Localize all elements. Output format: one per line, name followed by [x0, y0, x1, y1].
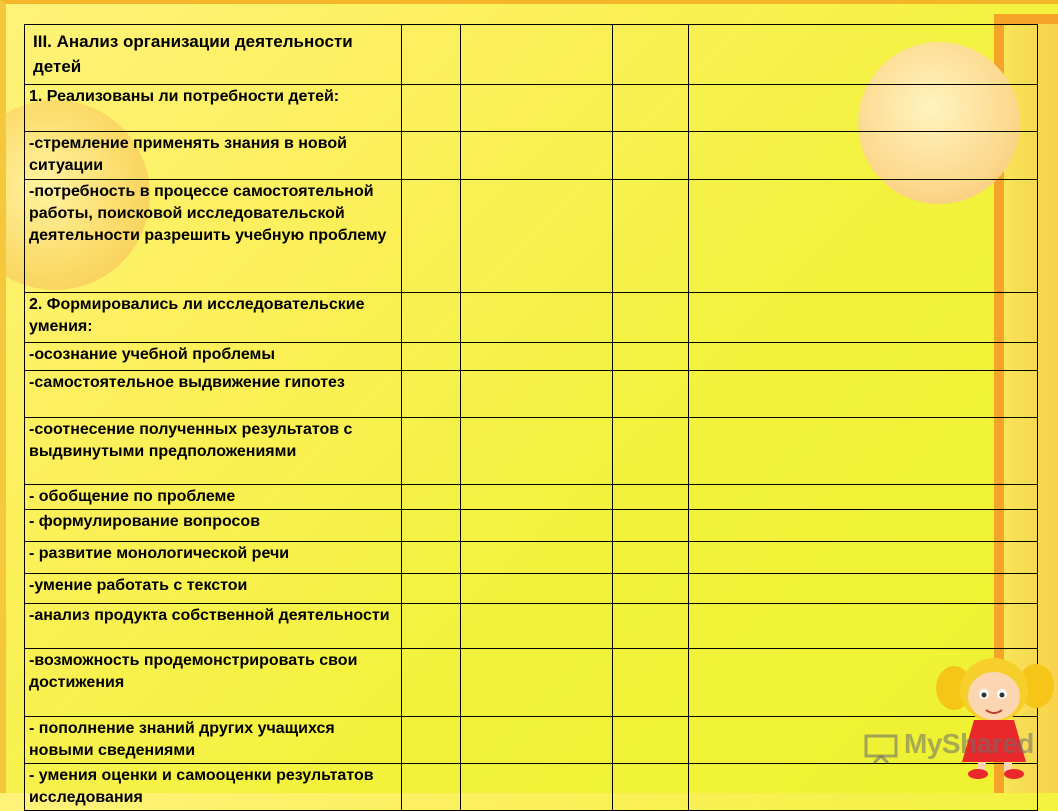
empty-cell	[402, 604, 461, 649]
row-label: - развитие монологической речи	[25, 542, 402, 574]
empty-cell	[461, 717, 613, 764]
row-label: -стремление применять знания в новой ситуации	[25, 132, 402, 180]
empty-cell	[613, 371, 689, 418]
empty-cell	[689, 604, 1038, 649]
empty-cell	[461, 180, 613, 293]
empty-cell	[689, 371, 1038, 418]
empty-cell	[402, 293, 461, 343]
empty-cell	[613, 485, 689, 510]
row-label: -самостоятельное выдвижение гипотез	[25, 371, 402, 418]
table-row	[25, 343, 1038, 371]
table-row	[25, 649, 1038, 717]
empty-cell	[402, 649, 461, 717]
table-row	[25, 371, 1038, 418]
row-label: - формулирование вопросов	[25, 510, 402, 542]
empty-cell	[402, 542, 461, 574]
empty-cell	[402, 25, 461, 85]
table-row	[25, 764, 1038, 811]
empty-cell	[689, 418, 1038, 485]
empty-cell	[613, 85, 689, 132]
table-row	[25, 604, 1038, 649]
empty-cell	[461, 25, 613, 85]
row-label: -возможность продемонстрировать свои достижения	[25, 649, 402, 717]
empty-cell	[689, 574, 1038, 604]
table-row	[25, 542, 1038, 574]
empty-cell	[461, 485, 613, 510]
empty-cell	[613, 418, 689, 485]
table-row	[25, 574, 1038, 604]
empty-cell	[461, 764, 613, 811]
empty-cell	[613, 132, 689, 180]
empty-cell	[402, 132, 461, 180]
empty-cell	[689, 343, 1038, 371]
empty-cell	[689, 132, 1038, 180]
watermark-text: MyShared	[904, 728, 1034, 759]
empty-cell	[461, 542, 613, 574]
empty-cell	[461, 293, 613, 343]
analysis-table	[24, 24, 1038, 811]
empty-cell	[402, 510, 461, 542]
empty-cell	[689, 180, 1038, 293]
table-row	[25, 510, 1038, 542]
empty-cell	[402, 574, 461, 604]
empty-cell	[461, 510, 613, 542]
empty-cell	[613, 764, 689, 811]
empty-cell	[402, 485, 461, 510]
empty-cell	[461, 604, 613, 649]
empty-cell	[689, 510, 1038, 542]
empty-cell	[689, 293, 1038, 343]
row-label: -соотнесение полученных результатов с выдвинутыми предположениями	[25, 418, 402, 485]
empty-cell	[613, 649, 689, 717]
table-row	[25, 293, 1038, 343]
empty-cell	[402, 371, 461, 418]
empty-cell	[402, 343, 461, 371]
empty-cell	[613, 510, 689, 542]
empty-cell	[689, 25, 1038, 85]
table-row	[25, 132, 1038, 180]
table-row	[25, 180, 1038, 293]
empty-cell	[402, 418, 461, 485]
empty-cell	[461, 418, 613, 485]
empty-cell	[402, 85, 461, 132]
empty-cell	[613, 604, 689, 649]
empty-cell	[613, 180, 689, 293]
row-label: 2. Формировались ли исследовательские умения:	[25, 293, 402, 343]
empty-cell	[461, 343, 613, 371]
row-label: -потребность в процессе самостоятельной работы, поисковой исследовательской деятельности разрешить учебную проблему	[25, 180, 402, 293]
empty-cell	[461, 85, 613, 132]
row-label: - пополнение знаний других учащихся новыми сведениями	[25, 717, 402, 764]
empty-cell	[613, 574, 689, 604]
empty-cell	[402, 180, 461, 293]
empty-cell	[402, 764, 461, 811]
table-row	[25, 418, 1038, 485]
empty-cell	[613, 25, 689, 85]
empty-cell	[402, 717, 461, 764]
table-row	[25, 25, 1038, 85]
empty-cell	[461, 574, 613, 604]
row-label: -анализ продукта собственной деятельности	[25, 604, 402, 649]
empty-cell	[613, 343, 689, 371]
empty-cell	[689, 85, 1038, 132]
presentation-icon	[864, 733, 900, 763]
cartoon-girl-icon	[934, 650, 1056, 780]
row-label: - обобщение по проблеме	[25, 485, 402, 510]
empty-cell	[613, 293, 689, 343]
empty-cell	[613, 542, 689, 574]
table-row	[25, 485, 1038, 510]
row-label: -осознание учебной проблемы	[25, 343, 402, 371]
table-row	[25, 85, 1038, 132]
empty-cell	[461, 649, 613, 717]
empty-cell	[689, 485, 1038, 510]
row-label: -умение работать с текстои	[25, 574, 402, 604]
row-label: 1. Реализованы ли потребности детей:	[25, 85, 402, 132]
row-label: - умения оценки и самооценки результатов исследования	[25, 764, 402, 811]
analysis-table-body	[25, 25, 1038, 811]
row-label: III. Анализ организации деятельности детей	[25, 25, 402, 85]
empty-cell	[461, 371, 613, 418]
empty-cell	[461, 132, 613, 180]
empty-cell	[613, 717, 689, 764]
empty-cell	[689, 542, 1038, 574]
